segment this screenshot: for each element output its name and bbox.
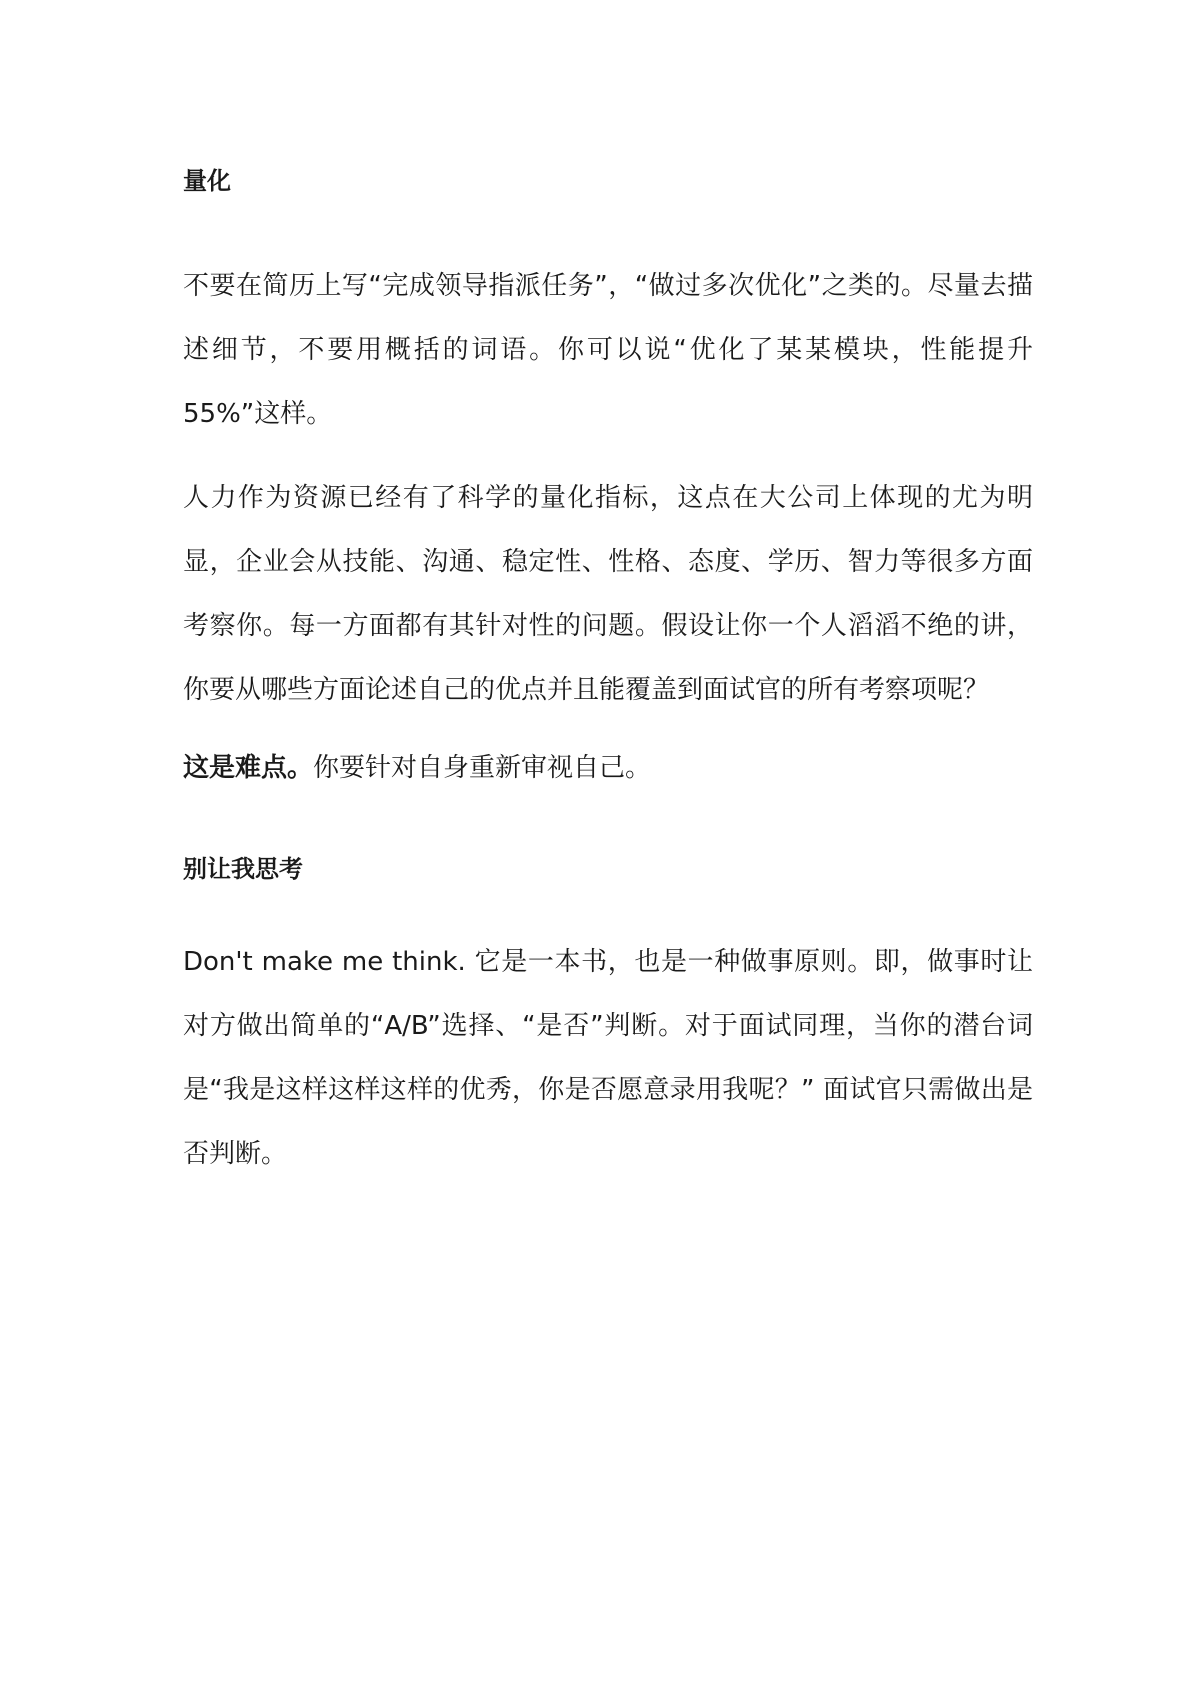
paragraph-resume-advice: 不要在简历上写“完成领导指派任务”，“做过多次优化”之类的。尽量去描述细节，不要用概括的词语。你可以说“优化了某某模块，性能提升 55%”这样。 bbox=[183, 271, 1033, 429]
paragraph-hr-metrics: 人力作为资源已经有了科学的量化指标，这点在大公司上体现的尤为明显，企业会从技能、沟通、稳定性、性格、态度、学历、智力等很多方面考察你。每一方面都有其针对性的问题。假设让你一个人滔滔不绝的讲，你要从哪些方面论述自己的优点并且能覆盖到面试官的所有考察项呢？ bbox=[183, 483, 1033, 705]
paragraph-dont-make-me-think: Don't make me think. 它是一本书，也是一种做事原则。即，做事时让对方做出简单的“A/B”选择、“是否”判断。对于面试同理，当你的潜台词是“我是这样这样这样的优秀，你是否愿意录用我呢？” 面试官只需做出是否判断。 bbox=[183, 947, 1033, 1169]
section-heading-dont-make-me-think: 别让我思考 bbox=[183, 855, 303, 883]
document-page bbox=[183, 150, 1033, 1186]
section-heading-quantify: 量化 bbox=[183, 167, 231, 195]
paragraph-difficulty bbox=[183, 736, 1033, 800]
difficulty-emphasis: 这是难点。 bbox=[183, 753, 314, 783]
difficulty-text: 你要针对自身重新审视自己。 bbox=[313, 753, 652, 783]
